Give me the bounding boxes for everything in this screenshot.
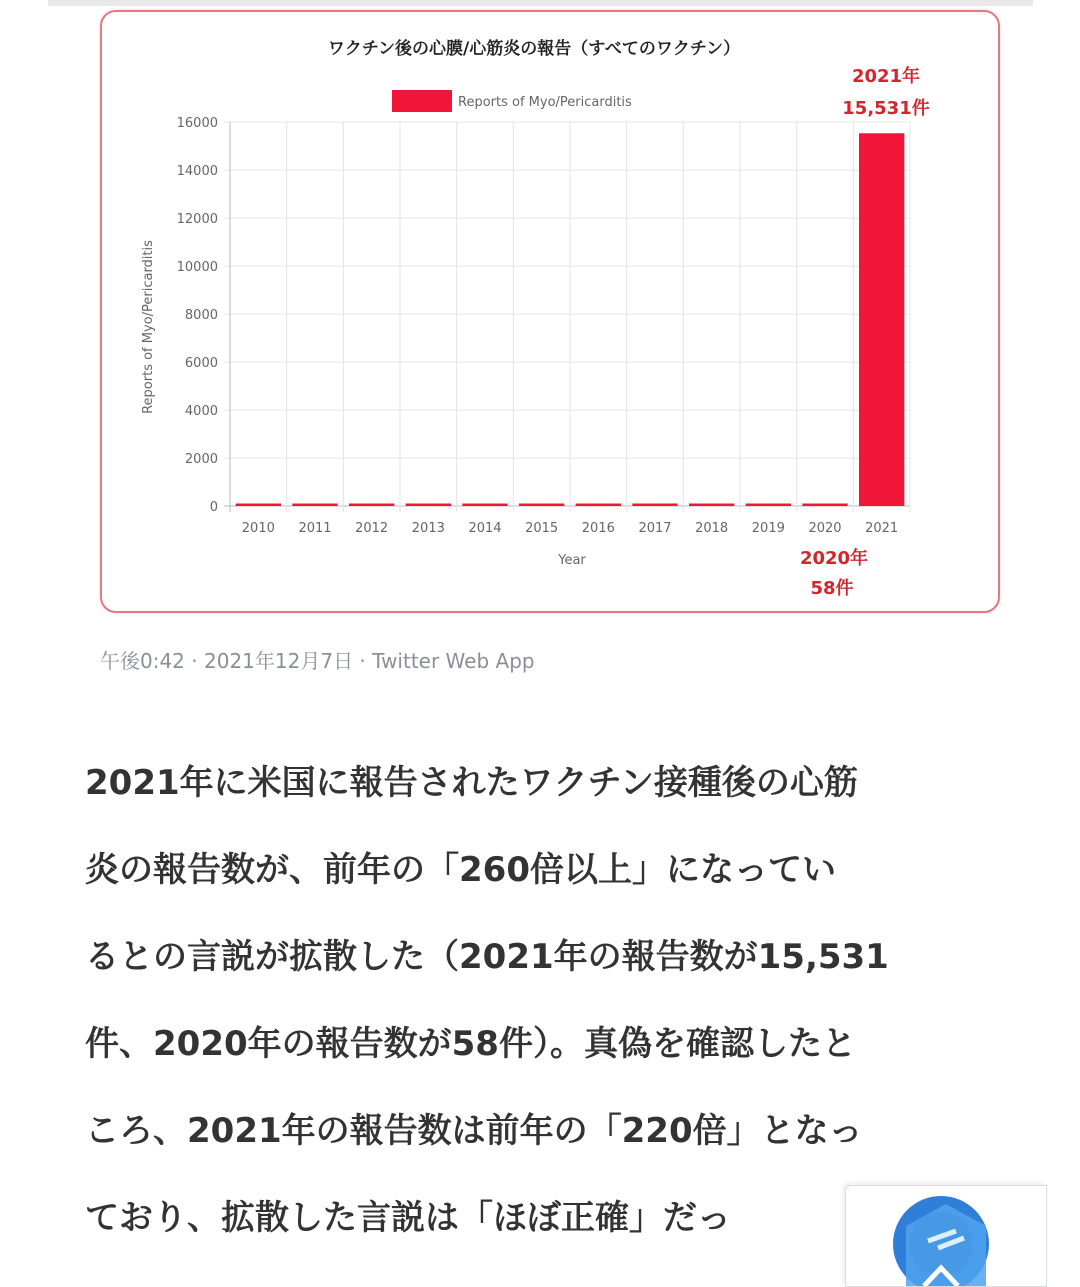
x-tick-label: 2015	[525, 521, 559, 536]
annotation-2021-year: 2021年	[851, 66, 921, 87]
tweet-meta-separator: ·	[353, 649, 373, 673]
tweet-meta-separator: ·	[184, 649, 204, 673]
y-tick-label: 16000	[176, 116, 218, 131]
x-tick-label: 2021	[865, 521, 899, 536]
bar-2020	[802, 504, 847, 507]
x-tick-label: 2018	[695, 521, 729, 536]
annotation-2021-count: 15,531件	[842, 98, 930, 119]
x-tick-label: 2019	[751, 521, 785, 536]
bar-2016	[576, 504, 621, 507]
annotation-2020-year: 2020年	[799, 548, 869, 569]
x-tick-label: 2010	[241, 521, 275, 536]
bar-2012	[349, 504, 394, 507]
x-tick-label: 2016	[581, 521, 615, 536]
legend-label: Reports of Myo/Pericarditis	[458, 95, 632, 110]
article-line: 炎の報告数が、前年の「260倍以上」になってい	[85, 850, 836, 890]
y-tick-label: 6000	[184, 356, 218, 371]
bar-2013	[406, 504, 451, 507]
tweet-time: 午後0:42	[100, 649, 185, 673]
x-tick-label: 2017	[638, 521, 672, 536]
floating-translate-widget[interactable]	[845, 1185, 1047, 1287]
x-axis-title: Year	[558, 553, 586, 568]
bar-2021	[859, 133, 904, 506]
y-tick-label: 8000	[184, 308, 218, 323]
y-tick-label: 12000	[176, 212, 218, 227]
bar-2015	[519, 504, 564, 507]
bar-2010	[236, 504, 281, 507]
y-tick-label: 10000	[176, 260, 218, 275]
article-body	[85, 740, 1015, 1262]
y-tick-label: 2000	[184, 452, 218, 467]
article-line: ており、拡散した言説は「ほぼ正確」だっ	[85, 1198, 731, 1238]
x-tick-label: 2012	[355, 521, 389, 536]
chart-card	[100, 10, 1000, 613]
bar-2011	[292, 504, 337, 507]
tweet-date: 2021年12月7日	[204, 649, 354, 673]
y-axis-title: Reports of Myo/Pericarditis	[141, 240, 156, 414]
x-tick-label: 2011	[298, 521, 332, 536]
y-tick-label: 0	[209, 500, 218, 515]
x-tick-label: 2013	[411, 521, 445, 536]
y-tick-label: 4000	[184, 404, 218, 419]
article-line: 2021年に米国に報告されたワクチン接種後の心筋	[85, 763, 858, 803]
bar-2018	[689, 504, 734, 507]
chart-title: ワクチン後の心膜/心筋炎の報告（すべてのワクチン）	[327, 39, 741, 59]
bar-2014	[462, 504, 507, 507]
bar-2019	[746, 504, 791, 507]
tweet-source: Twitter Web App	[372, 649, 535, 673]
article-line: るとの言説が拡散した（2021年の報告数が15,531	[85, 937, 889, 977]
tweet-meta	[100, 645, 535, 674]
top-strip	[48, 0, 1033, 6]
bar-2017	[632, 504, 677, 507]
article-line: ころ、2021年の報告数は前年の「220倍」となっ	[85, 1111, 863, 1151]
y-tick-label: 14000	[176, 164, 218, 179]
annotation-2020-count: 58件	[810, 578, 854, 599]
x-tick-label: 2014	[468, 521, 502, 536]
x-tick-label: 2020	[808, 521, 842, 536]
chart	[102, 12, 1002, 615]
legend-swatch	[392, 90, 452, 112]
article-line: 件、2020年の報告数が58件）。真偽を確認したと	[85, 1024, 856, 1064]
translate-app-icon[interactable]	[846, 1186, 1046, 1286]
